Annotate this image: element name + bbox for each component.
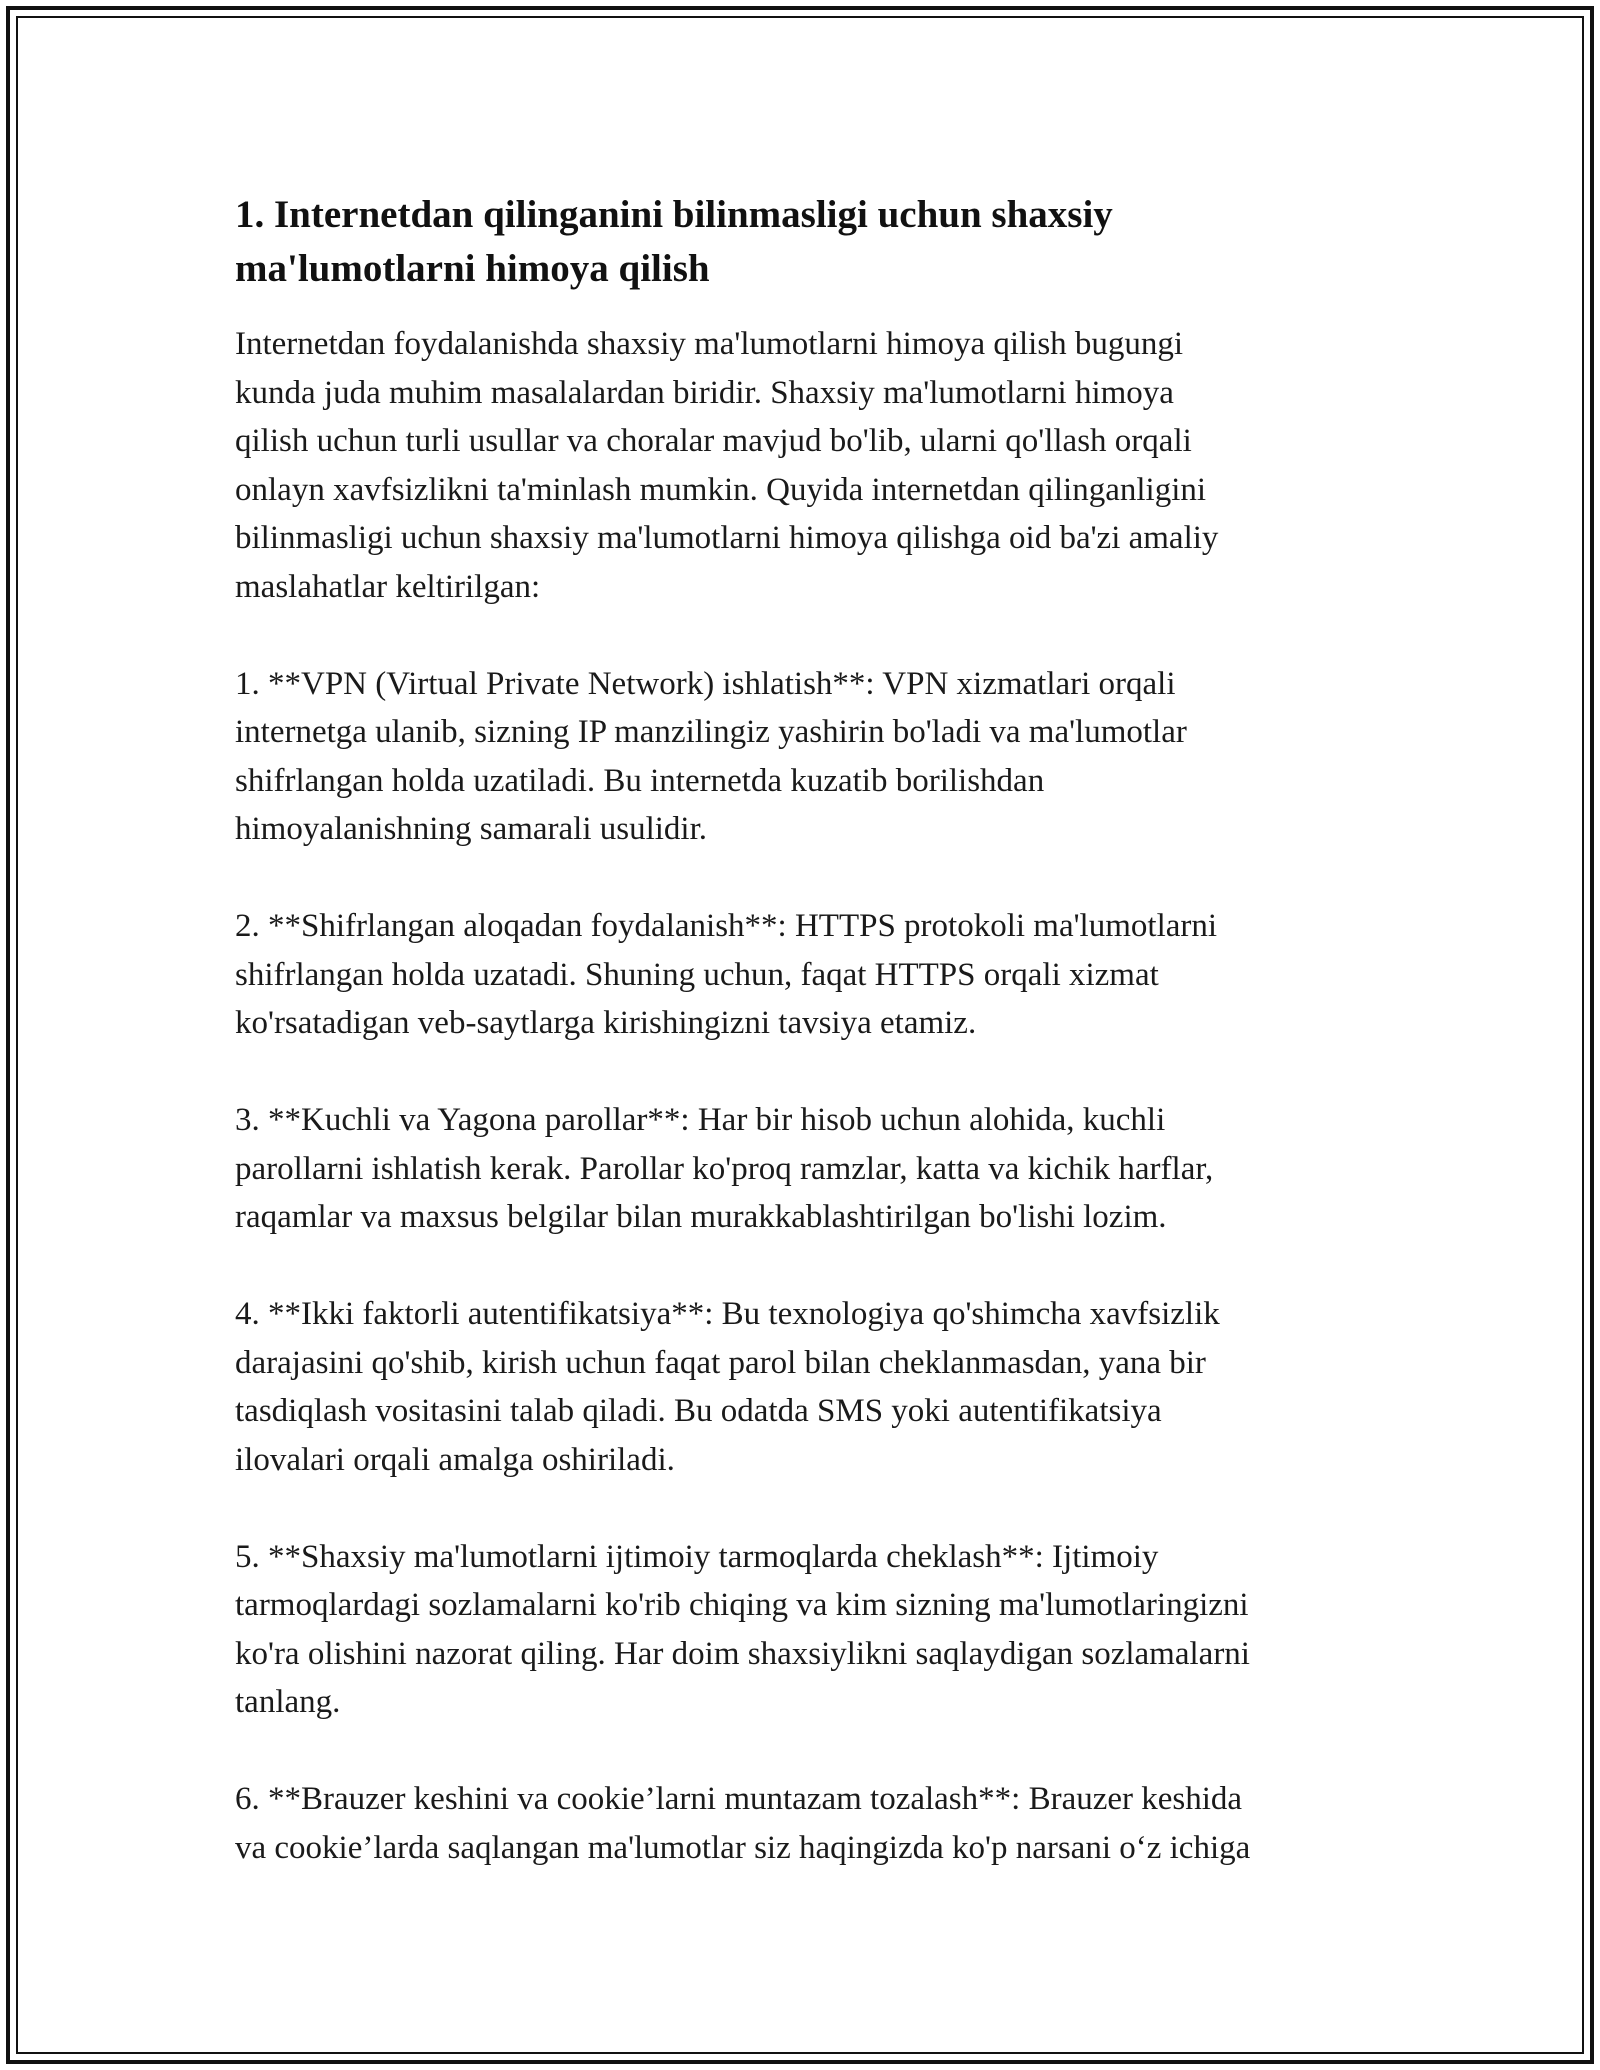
- list-item-encryption: [235, 902, 1375, 1048]
- text-line: Internetdan foydalanishda shaxsiy ma'lumotlarni himoya qilish bugungi: [235, 326, 1184, 362]
- text-line: 4. **Ikki faktorli autentifikatsiya**: Bu texnologiya qo'shimcha xavfsizlik: [235, 1296, 1220, 1332]
- text-line: ko'rsatadigan veb-saytlarga kirishingizni tavsiya etamiz.: [235, 1005, 977, 1041]
- text-line: himoyalanishning samarali usulidir.: [235, 811, 708, 847]
- list-item-two-factor: [235, 1290, 1375, 1484]
- text-line: maslahatlar keltirilgan:: [235, 568, 541, 605]
- text-line: kunda juda muhim masalalardan biridir. Shaxsiy ma'lumotlarni himoya: [235, 374, 1174, 411]
- text-line: raqamlar va maxsus belgilar bilan murakkablashtirilgan bo'lishi lozim.: [235, 1199, 1167, 1235]
- text-line: va cookie’larda saqlangan ma'lumotlar siz haqingizda ko'p narsani o‘z ichiga: [235, 1829, 1251, 1866]
- list-item-browser-cache: [235, 1775, 1375, 1872]
- text-line: tarmoqlardagi sozlamalarni ko'rib chiqing va kim sizning ma'lumotlaringizni: [235, 1587, 1249, 1623]
- document-body: [235, 188, 1375, 1921]
- intro-paragraph: [235, 320, 1375, 611]
- list-item-vpn: [235, 660, 1375, 854]
- text-line: ilovalari orqali amalga oshiriladi.: [235, 1441, 675, 1478]
- text-line: shifrlangan holda uzatadi. Shuning uchun, faqat HTTPS orqali xizmat: [235, 956, 1159, 993]
- text-line: internetga ulanib, sizning IP manzilingiz yashirin bo'ladi va ma'lumotlar: [235, 714, 1187, 750]
- text-line: shifrlangan holda uzatiladi. Bu internetda kuzatib borilishdan: [235, 762, 1045, 799]
- document-heading: [235, 188, 1375, 296]
- text-line: ko'ra olishini nazorat qiling. Har doim shaxsiylikni saqlaydigan sozlamalarni: [235, 1635, 1250, 1672]
- text-line: darajasini qo'shib, kirish uchun faqat parol bilan cheklanmasdan, yana bir: [235, 1344, 1206, 1381]
- text-line: 1. **VPN (Virtual Private Network) ishlatish**: VPN xizmatlari orqali: [235, 665, 1176, 702]
- heading-line-2: ma'lumotlarni himoya qilish: [235, 247, 710, 290]
- text-line: parollarni ishlatish kerak. Parollar ko'proq ramzlar, katta va kichik harflar,: [235, 1150, 1214, 1187]
- list-item-social-media: [235, 1533, 1375, 1727]
- heading-line-1: 1. Internetdan qilinganini bilinmasligi uchun shaxsiy: [235, 193, 1113, 236]
- text-line: bilinmasligi uchun shaxsiy ma'lumotlarni himoya qilishga oid ba'zi amaliy: [235, 520, 1219, 556]
- text-line: tasdiqlash vositasini talab qiladi. Bu odatda SMS yoki autentifikatsiya: [235, 1393, 1162, 1429]
- text-line: 5. **Shaxsiy ma'lumotlarni ijtimoiy tarmoqlarda cheklash**: Ijtimoiy: [235, 1538, 1159, 1575]
- text-line: qilish uchun turli usullar va choralar mavjud bo'lib, ularni qo'llash orqali: [235, 423, 1192, 459]
- text-line: tanlang.: [235, 1684, 341, 1720]
- text-line: 6. **Brauzer keshini va cookie’larni muntazam tozalash**: Brauzer keshida: [235, 1781, 1243, 1817]
- list-item-passwords: [235, 1096, 1375, 1242]
- text-line: 3. **Kuchli va Yagona parollar**: Har bir hisob uchun alohida, kuchli: [235, 1102, 1166, 1138]
- text-line: 2. **Shifrlangan aloqadan foydalanish**: HTTPS protokoli ma'lumotlarni: [235, 908, 1218, 944]
- text-line: onlayn xavfsizlikni ta'minlash mumkin. Quyida internetdan qilinganligini: [235, 471, 1207, 508]
